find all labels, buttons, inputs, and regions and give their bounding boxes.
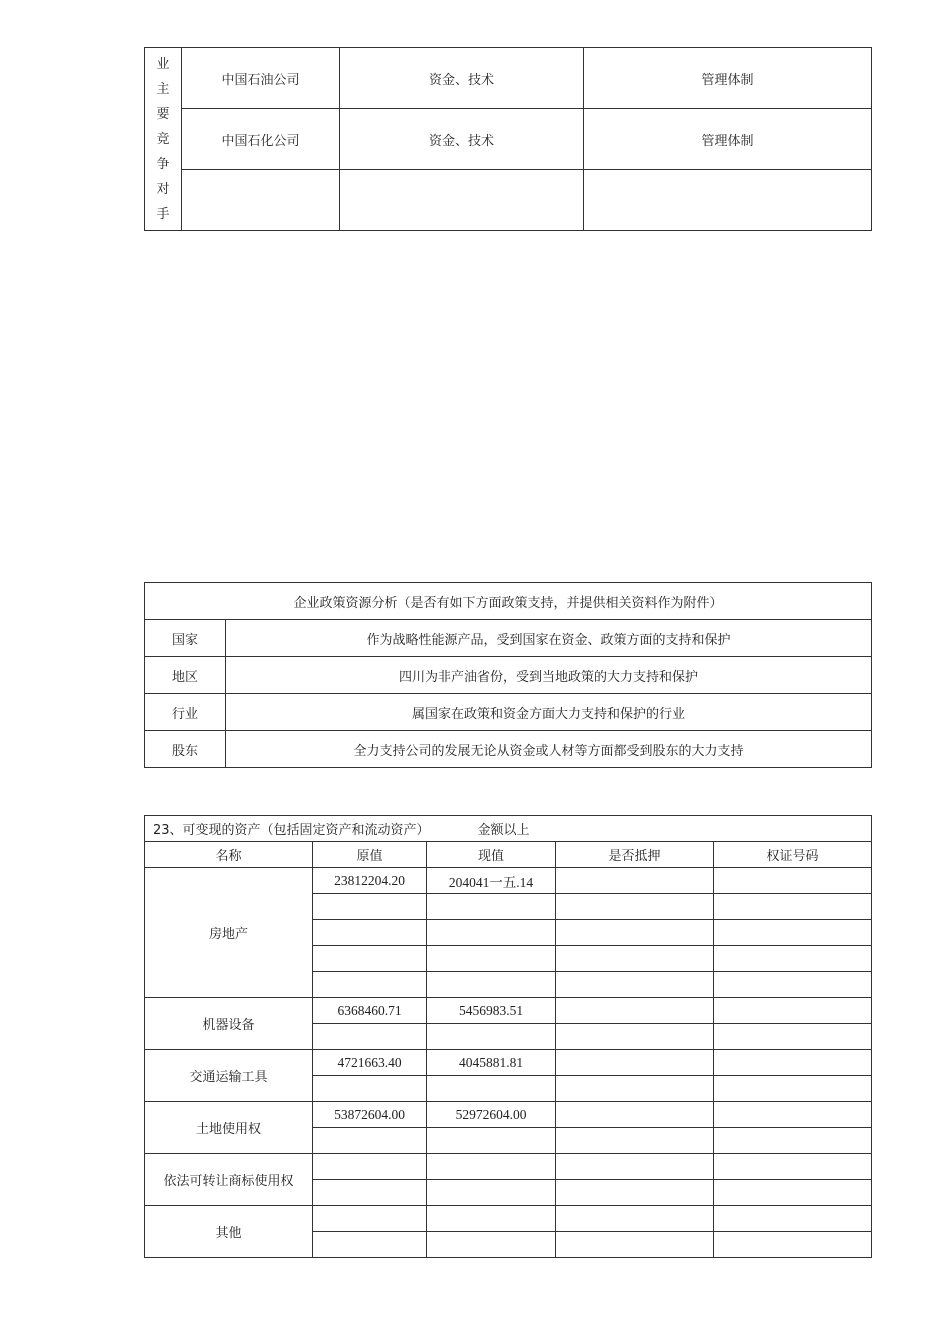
asset-mortgage (556, 1102, 714, 1128)
table-row (145, 1154, 872, 1180)
asset-original: 53872604.00 (313, 1102, 427, 1128)
table-row (145, 657, 872, 694)
policy-level: 股东 (145, 731, 226, 768)
table-header (145, 842, 872, 868)
empty-cell (313, 1076, 427, 1102)
empty-cell (714, 1180, 872, 1206)
table-row (145, 998, 872, 1024)
header-original: 原值 (313, 842, 427, 868)
policy-level: 国家 (145, 620, 226, 657)
empty-cell (313, 1024, 427, 1050)
empty-cell (714, 1232, 872, 1258)
policy-text: 作为战略性能源产品，受到国家在资金、政策方面的支持和保护 (226, 620, 872, 657)
empty-cell (556, 894, 714, 920)
empty-cell (714, 1128, 872, 1154)
asset-mortgage (556, 1206, 714, 1232)
competitor-table (144, 47, 872, 231)
table-row (145, 1050, 872, 1076)
empty-cell (427, 1180, 556, 1206)
asset-name: 房地产 (145, 868, 313, 998)
competitor-advantage: 资金、技术 (340, 48, 584, 109)
empty-cell (556, 1128, 714, 1154)
label-char: 争 (156, 156, 170, 172)
header-name: 名称 (145, 842, 313, 868)
empty-cell (714, 972, 872, 998)
empty-cell (427, 1232, 556, 1258)
policy-level: 地区 (145, 657, 226, 694)
asset-current (427, 1154, 556, 1180)
asset-original: 23812204.20 (313, 868, 427, 894)
competitor-weakness: 管理体制 (584, 109, 872, 170)
empty-cell (427, 894, 556, 920)
competitor-advantage (340, 170, 584, 231)
header-current: 现值 (427, 842, 556, 868)
header-cert: 权证号码 (714, 842, 872, 868)
table-row (145, 816, 872, 842)
empty-cell (313, 972, 427, 998)
empty-cell (714, 920, 872, 946)
empty-cell (427, 1128, 556, 1154)
asset-mortgage (556, 1154, 714, 1180)
asset-name: 交通运输工具 (145, 1050, 313, 1102)
asset-cert (714, 1154, 872, 1180)
label-char: 主 (156, 81, 170, 97)
asset-current: 52972604.00 (427, 1102, 556, 1128)
asset-mortgage (556, 1050, 714, 1076)
competitor-name (182, 170, 340, 231)
empty-cell (556, 1180, 714, 1206)
table-row (145, 48, 872, 109)
table-row (145, 170, 872, 231)
table-row (145, 1102, 872, 1128)
asset-current (427, 1206, 556, 1232)
asset-original: 6368460.71 (313, 998, 427, 1024)
policy-text: 全力支持公司的发展无论从资金或人材等方面都受到股东的大力支持 (226, 731, 872, 768)
asset-current: 4045881.81 (427, 1050, 556, 1076)
competitor-name: 中国石化公司 (182, 109, 340, 170)
empty-cell (427, 972, 556, 998)
competitor-weakness: 管理体制 (584, 48, 872, 109)
header-mortgage: 是否抵押 (556, 842, 714, 868)
label-char: 业 (156, 56, 170, 72)
assets-title-cell (145, 816, 872, 842)
asset-cert (714, 1206, 872, 1232)
empty-cell (313, 894, 427, 920)
empty-cell (714, 1076, 872, 1102)
table-row (145, 583, 872, 620)
label-char: 对 (156, 181, 170, 197)
empty-cell (313, 1232, 427, 1258)
policy-title: 企业政策资源分析（是否有如下方面政策支持，并提供相关资料作为附件） (145, 583, 872, 620)
label-char: 竞 (156, 131, 170, 147)
empty-cell (313, 946, 427, 972)
competitor-label (145, 48, 182, 231)
label-char: 手 (156, 206, 170, 222)
empty-cell (313, 920, 427, 946)
empty-cell (556, 972, 714, 998)
competitor-weakness (584, 170, 872, 231)
table-row (145, 109, 872, 170)
policy-text: 属国家在政策和资金方面大力支持和保护的行业 (226, 694, 872, 731)
asset-cert (714, 998, 872, 1024)
empty-cell (556, 920, 714, 946)
asset-name: 依法可转让商标使用权 (145, 1154, 313, 1206)
assets-table (144, 815, 872, 1258)
competitor-advantage: 资金、技术 (340, 109, 584, 170)
asset-name: 其他 (145, 1206, 313, 1258)
asset-cert (714, 1102, 872, 1128)
asset-name: 机器设备 (145, 998, 313, 1050)
empty-cell (427, 920, 556, 946)
assets-title-suffix: 金额以上 (477, 823, 530, 838)
empty-cell (313, 1128, 427, 1154)
policy-level: 行业 (145, 694, 226, 731)
asset-cert (714, 868, 872, 894)
asset-mortgage (556, 998, 714, 1024)
empty-cell (556, 1232, 714, 1258)
assets-title: 23、可变现的资产（包括固定资产和流动资产） (153, 823, 430, 838)
asset-original (313, 1154, 427, 1180)
asset-cert (714, 1050, 872, 1076)
policy-table (144, 582, 872, 768)
empty-cell (714, 946, 872, 972)
empty-cell (427, 946, 556, 972)
empty-cell (556, 946, 714, 972)
empty-cell (556, 1076, 714, 1102)
empty-cell (313, 1180, 427, 1206)
table-row (145, 694, 872, 731)
table-row (145, 1206, 872, 1232)
asset-original (313, 1206, 427, 1232)
table-row (145, 731, 872, 768)
asset-current: 204041一五.14 (427, 868, 556, 894)
asset-mortgage (556, 868, 714, 894)
empty-cell (714, 894, 872, 920)
competitor-name: 中国石油公司 (182, 48, 340, 109)
label-char: 要 (156, 106, 170, 122)
empty-cell (556, 1024, 714, 1050)
table-row (145, 620, 872, 657)
empty-cell (427, 1076, 556, 1102)
table-row (145, 868, 872, 894)
empty-cell (714, 1024, 872, 1050)
asset-name: 土地使用权 (145, 1102, 313, 1154)
policy-text: 四川为非产油省份，受到当地政策的大力支持和保护 (226, 657, 872, 694)
asset-current: 5456983.51 (427, 998, 556, 1024)
empty-cell (427, 1024, 556, 1050)
asset-original: 4721663.40 (313, 1050, 427, 1076)
